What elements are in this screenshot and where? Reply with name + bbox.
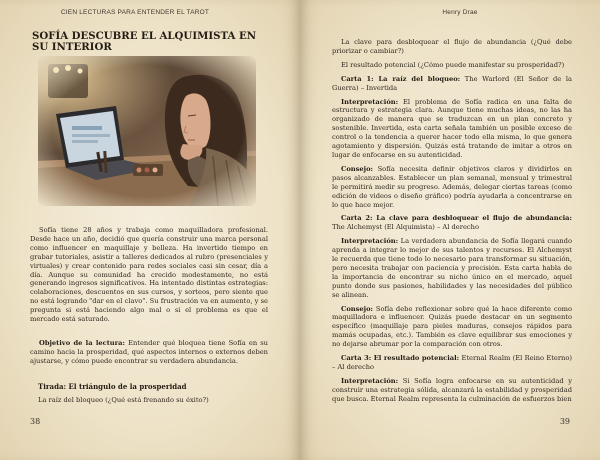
running-head-right: Henry Drae xyxy=(442,9,478,16)
card-two-interpretation xyxy=(332,237,572,299)
card-two-heading xyxy=(332,214,572,232)
objective-text: Entender qué bloquea tiene Sofía en su camino hacia la prosperidad, qué aspectos internos o externos deben ajustarse, y cómo puede encontrar su verdadera abundancia. xyxy=(30,339,268,365)
interp-three-label: Interpretación: xyxy=(341,376,399,385)
card-one-interpretation xyxy=(332,98,572,160)
card-one-name: The Warlord (El Señor de la Guerra) – Invertida xyxy=(332,74,572,92)
tirada-heading-block xyxy=(38,383,268,392)
woman-at-laptop-illustration xyxy=(38,56,256,206)
right-page xyxy=(300,0,600,460)
running-head-left: CIEN LECTURAS PARA ENTENDER EL TAROT xyxy=(60,9,210,16)
advice-one-label: Consejo: xyxy=(341,164,374,173)
card-two-advice xyxy=(332,305,572,350)
advice-two-label: Consejo: xyxy=(341,304,374,313)
advice-one-text: Sofía necesita definir objetivos claros y dividirlos en pasos alcanzables. Establecer un plan semanal, mensual y trimestral le permitirá medir su progreso. Además, delegar ciertas tareas (como edición de videos o diseño gráfico) podría ayudarla a concentrarse en lo que hace mejor. xyxy=(332,164,572,209)
interp-one-text: El problema de Sofía radica en una falta de estructura y estrategia clara. Aunque tiene muchas ideas, no las ha organizado de manera que se traduzcan en un plan concreto y sostenible. Invertida, esta carta señala también un posible exceso de control o la tendencia a querer hacer todo ella misma, lo que genera agotamiento y dispersión. Quizás está tratando de imitar a otros en lugar de enfocarse en su autenticidad. xyxy=(332,97,572,159)
interp-three-text: Si Sofía logra enfocarse en su autenticidad y construir una estrategia sólida, alcanzará la estabilidad y prosperidad que busca. Eternal Realm representa la culminación de esfuerzos bien xyxy=(332,376,572,403)
card-three-interpretation xyxy=(332,377,572,404)
tirada-title: Tirada: El triángulo de la prosperidad xyxy=(38,382,187,391)
objective-paragraph xyxy=(30,339,268,371)
card-one-heading xyxy=(332,75,572,93)
raiz-question-block xyxy=(38,396,268,405)
question-two: La clave para desbloquear el flujo de abundancia (¿Qué debe priorizar o cambiar?) xyxy=(332,38,572,55)
card-two-label: Carta 2: La clave para desbloquear el flujo de abundancia: xyxy=(341,214,572,223)
card-two-name: The Alchemyst (El Alquimista) – Al derecho xyxy=(332,223,480,232)
page-number-right: 39 xyxy=(559,417,570,426)
page-number-left: 38 xyxy=(30,417,41,426)
card-three-name: Eternal Realm (El Reino Eterno) – Al derecho xyxy=(332,354,572,371)
photo-illustration-icon xyxy=(38,56,256,206)
card-three-label: Carta 3: El resultado potencial: xyxy=(341,354,460,363)
reading-column xyxy=(332,38,572,409)
advice-two-text: Sofía debe reflexionar sobre qué la hace diferente como maquilladora e influencer. Quizás puede destacar en un segmento específico (maquillaje para pieles maduras, consejos rápidos para mamás ocupadas, etc.). También es clave equilibrar sus emociones y no dejarse abrumar por la comparación con otros. xyxy=(332,304,572,349)
raiz-question: La raíz del bloqueo (¿Qué está frenando su éxito?) xyxy=(38,396,209,404)
objective-label: Objetivo de la lectura: xyxy=(39,339,125,347)
intro-text: Sofía tiene 28 años y trabaja como maquilladora profesional. Desde hace un año, decidió que quería construir una marca personal como influencer en maquillaje y belleza. Ha invertido tiempo en grabar tutoriales, asistir a talleres dedicados al rubro (presenciales y virtuales) y crear contenido para redes sociales casi sin cesar, día a día. Aunque su comunidad ha crecido modestamente, no está generando ingresos significativos. Ha intentado distintas estrategias: colaboraciones, descuentos en sus cursos, y sorteos, pero siente que no está logrando "dar en el clavo". Su frustración va en aumento, y se pregunta si está haciendo algo mal o si el problema es que el mercado está saturado. xyxy=(30,226,268,324)
interp-one-label: Interpretación: xyxy=(341,97,399,106)
question-three: El resultado potencial (¿Cómo puede manifestar su prosperidad?) xyxy=(341,60,565,69)
card-one-label: Carta 1: La raíz del bloqueo: xyxy=(341,74,461,83)
interp-two-label: Interpretación: xyxy=(341,237,399,246)
intro-paragraph xyxy=(30,226,268,329)
card-three-heading xyxy=(332,354,572,372)
interp-two-text: La verdadera abundancia de Sofía llegará cuando aprenda a integrar lo mejor de sus talentos y recursos. El Alchemyst le recuerda que tiene todo lo necesario para transformar su situación, pero necesita trabajar con paciencia y precisión. Esta carta habla de la importancia de encontrar su nicho único en el mercado, aquel punto donde sus pasiones, habilidades y las necesidades del público se alinean. xyxy=(332,237,572,299)
card-one-advice xyxy=(332,165,572,210)
chapter-title: SOFÍA DESCUBRE EL ALQUIMISTA EN SU INTERIOR xyxy=(32,30,257,53)
